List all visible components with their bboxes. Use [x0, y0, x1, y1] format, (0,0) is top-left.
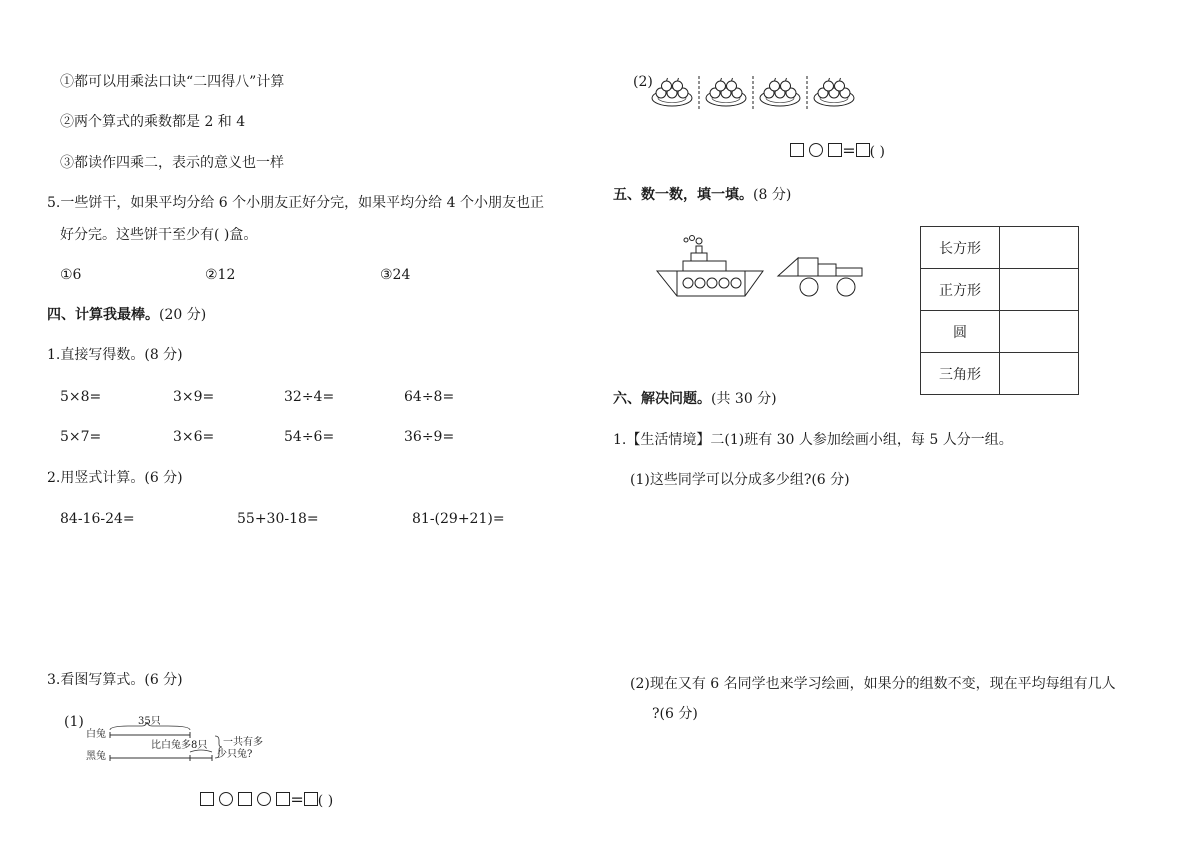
equation-template-2 [790, 142, 885, 161]
diagram-more-label: 比白兔多8只 [151, 740, 208, 751]
row-label-triangle: 三角形 [921, 353, 1000, 395]
q3-title: 3.看图写算式。(6 分) [47, 672, 183, 688]
problem-1-sub-1: (1)这些同学可以分成多少组?(6 分) [630, 472, 850, 488]
section-5-title: 五、数一数，填一填。 [613, 187, 753, 203]
blank-box [200, 792, 214, 806]
result-box [304, 792, 318, 806]
equals-sign: = [842, 141, 856, 160]
blank-box [276, 792, 290, 806]
unit-paren: ( ) [869, 144, 885, 160]
truck-shape-picture [776, 254, 866, 300]
section-6-score: (共 30 分) [711, 391, 777, 407]
table-row [921, 311, 1079, 353]
section-4-score: (20 分) [159, 307, 207, 323]
diagram-question-1: 一共有多 [223, 737, 263, 748]
row-label-rectangle: 长方形 [921, 227, 1000, 269]
q5-choice-c: ③24 [380, 267, 411, 283]
section-5-score: (8 分) [753, 187, 792, 203]
calc-1-4: 64÷8= [404, 389, 455, 405]
equals-sign: = [290, 790, 304, 809]
section-5-heading [613, 186, 791, 204]
ship-shape-picture [655, 234, 765, 300]
result-box [856, 143, 870, 157]
question-5-line2: 好分完。这些饼干至少有( )盒。 [60, 227, 258, 243]
section-6-heading [613, 390, 777, 408]
option-3: ③都读作四乘二，表示的意义也一样 [60, 155, 284, 171]
diagram-white-label: 白兔 [86, 729, 106, 740]
answer-cell[interactable] [1000, 227, 1079, 269]
calc-2-1: 5×7= [60, 429, 102, 445]
calc-2-3: 54÷6= [284, 429, 335, 445]
operator-circle [809, 143, 823, 157]
problem-1-sub-2-line2: ?(6 分) [652, 706, 698, 722]
problem-1-sub-2-line1: (2)现在又有 6 名同学也来学习绘画，如果分的组数不变，现在平均每组有几人 [630, 676, 1116, 692]
question-5-line1: 5.一些饼干，如果平均分给 6 个小朋友正好分完，如果平均分给 4 个小朋友也正 [47, 195, 544, 211]
table-row [921, 353, 1079, 395]
equation-template-1 [200, 791, 333, 810]
q5-choice-b: ②12 [205, 267, 236, 283]
unit-paren: ( ) [317, 793, 334, 809]
calc-2-4: 36÷9= [404, 429, 455, 445]
q1-title: 1.直接写得数。(8 分) [47, 347, 183, 363]
operator-circle [257, 792, 271, 806]
q2-title: 2.用竖式计算。(6 分) [47, 470, 183, 486]
answer-cell[interactable] [1000, 269, 1079, 311]
calc-1-1: 5×8= [60, 389, 102, 405]
section-4-title: 四、计算我最棒。 [47, 307, 159, 323]
diagram-35-label: 35只 [138, 716, 161, 727]
problem-1-text: 1.【生活情境】二(1)班有 30 人参加绘画小组，每 5 人分一组。 [613, 432, 1013, 448]
apple-plates-illustration [648, 76, 864, 110]
shape-count-table [920, 226, 1079, 395]
row-label-circle: 圆 [921, 311, 1000, 353]
calc-1-2: 3×9= [173, 389, 215, 405]
part-2-label: (2) [633, 74, 653, 90]
calc-2-2: 3×6= [173, 429, 215, 445]
row-label-square: 正方形 [921, 269, 1000, 311]
diagram-question-2: 少只兔? [217, 749, 253, 760]
vertical-calc-2: 55+30-18= [237, 511, 319, 527]
table-row [921, 227, 1079, 269]
section-4-heading [47, 306, 206, 324]
blank-box [238, 792, 252, 806]
blank-box [828, 143, 842, 157]
part-1-label: (1) [64, 714, 84, 730]
diagram-black-label: 黑兔 [86, 751, 106, 762]
vertical-calc-3: 81-(29+21)= [412, 511, 505, 527]
answer-cell[interactable] [1000, 311, 1079, 353]
operator-circle [219, 792, 233, 806]
vertical-calc-1: 84-16-24= [60, 511, 135, 527]
answer-cell[interactable] [1000, 353, 1079, 395]
rabbit-line-diagram [100, 722, 230, 766]
option-2: ②两个算式的乘数都是 2 和 4 [60, 114, 246, 130]
option-1: ①都可以用乘法口诀“二四得八”计算 [60, 74, 285, 90]
q5-choice-a: ①6 [60, 267, 82, 283]
blank-box [790, 143, 804, 157]
section-6-title: 六、解决问题。 [613, 391, 711, 407]
table-row [921, 269, 1079, 311]
calc-1-3: 32÷4= [284, 389, 335, 405]
